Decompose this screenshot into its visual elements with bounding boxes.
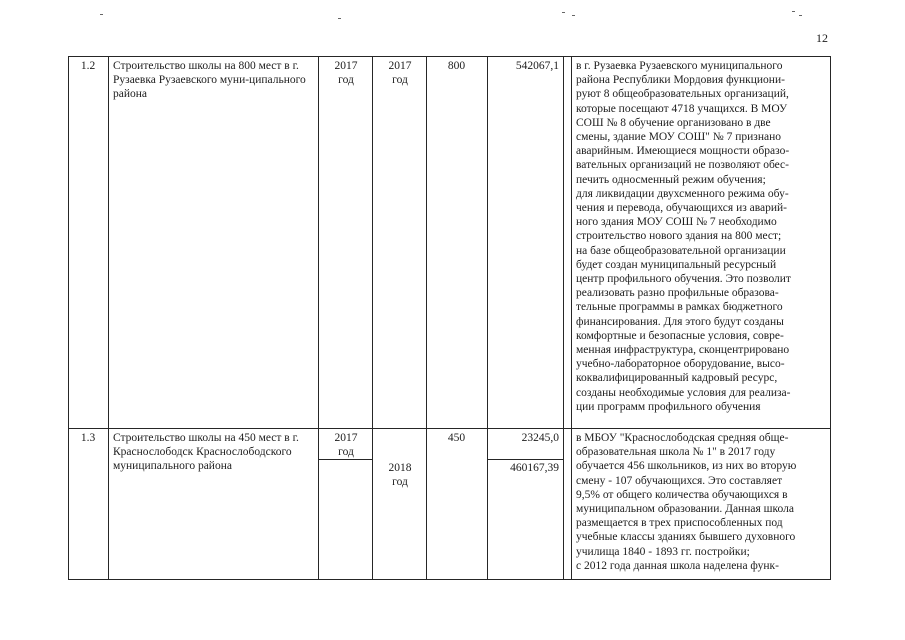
row-number: 1.2 — [80, 60, 96, 72]
description-line: муниципальном образовании. Данная школа — [576, 503, 794, 516]
description-line: с 2012 года данная школа наделена функ- — [576, 559, 779, 572]
object-name: Строительство школы на 800 мест в г. Рузаевка Рузаевского муни-ципального района — [113, 60, 306, 101]
scan-speck — [792, 11, 795, 12]
scan-speck — [572, 15, 575, 16]
table-line — [318, 56, 319, 579]
description-line: центр профильного обучения. Это позволит — [576, 273, 791, 286]
end-year: 2017 год — [388, 60, 412, 87]
description-line: финансирования. Для этого будут созданы — [576, 315, 784, 328]
description-line: менная инфраструктура, сконцентрировано — [576, 344, 790, 357]
table-line — [68, 579, 831, 580]
description-line: вательных организаций не позволяют обес- — [576, 159, 789, 172]
description-line: для ликвидации двухсменного режима обу- — [576, 187, 789, 200]
description-line: тельные программы в рамках бюджетного — [576, 301, 783, 314]
scan-speck — [562, 12, 565, 13]
amount: 460167,39 — [510, 462, 559, 474]
table-line — [563, 56, 564, 579]
description-line: училища 1840 - 1893 гг. постройки; — [576, 545, 750, 558]
description — [576, 431, 827, 573]
table-line — [68, 56, 831, 57]
description-line: которые посещают 4718 учащихся. В МОУ — [576, 102, 788, 115]
scan-speck — [100, 14, 103, 15]
object-name: Строительство школы на 450 мест в г. Краснослободск Краснослободского муниципального района — [113, 432, 299, 473]
start-year: 2017 год — [334, 432, 358, 459]
table-line — [68, 56, 69, 579]
scan-speck — [799, 15, 802, 16]
description-line: смены, здание МОУ СОШ" № 7 признано — [576, 131, 781, 144]
page-number: 12 — [816, 31, 828, 45]
description-line: района Республики Мордовия функциони- — [576, 74, 785, 87]
description-line: 9,5% от общего количества обучающихся в — [576, 488, 788, 501]
amount: 23245,0 — [521, 432, 559, 444]
description-line: созданы необходимые условия для реализа- — [576, 386, 791, 399]
description — [576, 59, 827, 414]
description-line: на базе общеобразовательной организации — [576, 244, 786, 257]
table-line — [830, 56, 831, 579]
table-line — [571, 56, 572, 579]
description-line: коквалифицированный кадровый ресурс, — [576, 372, 778, 385]
description-line: смену - 107 обучающихся. Это составляет — [576, 474, 783, 487]
capacity: 450 — [447, 432, 466, 444]
description-line: будет создан муниципальный ресурсный — [576, 258, 777, 271]
table-line — [426, 56, 427, 579]
table-line — [68, 428, 831, 429]
description-line: аварийным. Имеющиеся мощности образо- — [576, 145, 790, 158]
description-line: учебно-лабораторное оборудование, высо- — [576, 358, 785, 371]
description-line: размещается в трех приспособленных под — [576, 517, 783, 530]
description-line: руют 8 общеобразовательных организаций, — [576, 88, 789, 101]
description-line: ного здания МОУ СОШ № 7 необходимо — [576, 216, 777, 229]
description-line: печить односменный режим обучения; — [576, 173, 766, 186]
end-year: 2018 год — [388, 462, 412, 489]
description-line: ции программ профильного обучения — [576, 400, 761, 413]
row-number: 1.3 — [80, 432, 96, 444]
description-line: строительство нового здания на 800 мест; — [576, 230, 782, 243]
scan-speck — [338, 18, 341, 19]
table-line — [487, 459, 563, 460]
description-line: комфортные и безопасные условия, совре- — [576, 329, 784, 342]
capacity: 800 — [447, 60, 466, 72]
description-line: чения и перевода, обучающихся из аварий- — [576, 202, 788, 215]
description-line: в г. Рузаевка Рузаевского муниципального — [576, 60, 783, 72]
table-line — [487, 56, 488, 579]
description-line: образовательная школа № 1" в 2017 году — [576, 446, 776, 459]
description-line: СОШ № 8 обучение организовано в две — [576, 116, 771, 129]
amount: 542067,1 — [515, 60, 559, 72]
table-line — [108, 56, 109, 579]
start-year: 2017 год — [334, 60, 358, 87]
table-line — [372, 56, 373, 579]
description-line: учебные классы зданиях бывшего духовного — [576, 531, 796, 544]
description-line: обучается 456 школьников, из них во вторую — [576, 460, 797, 473]
description-line: в МБОУ "Краснослободская средняя обще- — [576, 432, 789, 444]
description-line: реализовать разно профильные образова- — [576, 287, 779, 300]
